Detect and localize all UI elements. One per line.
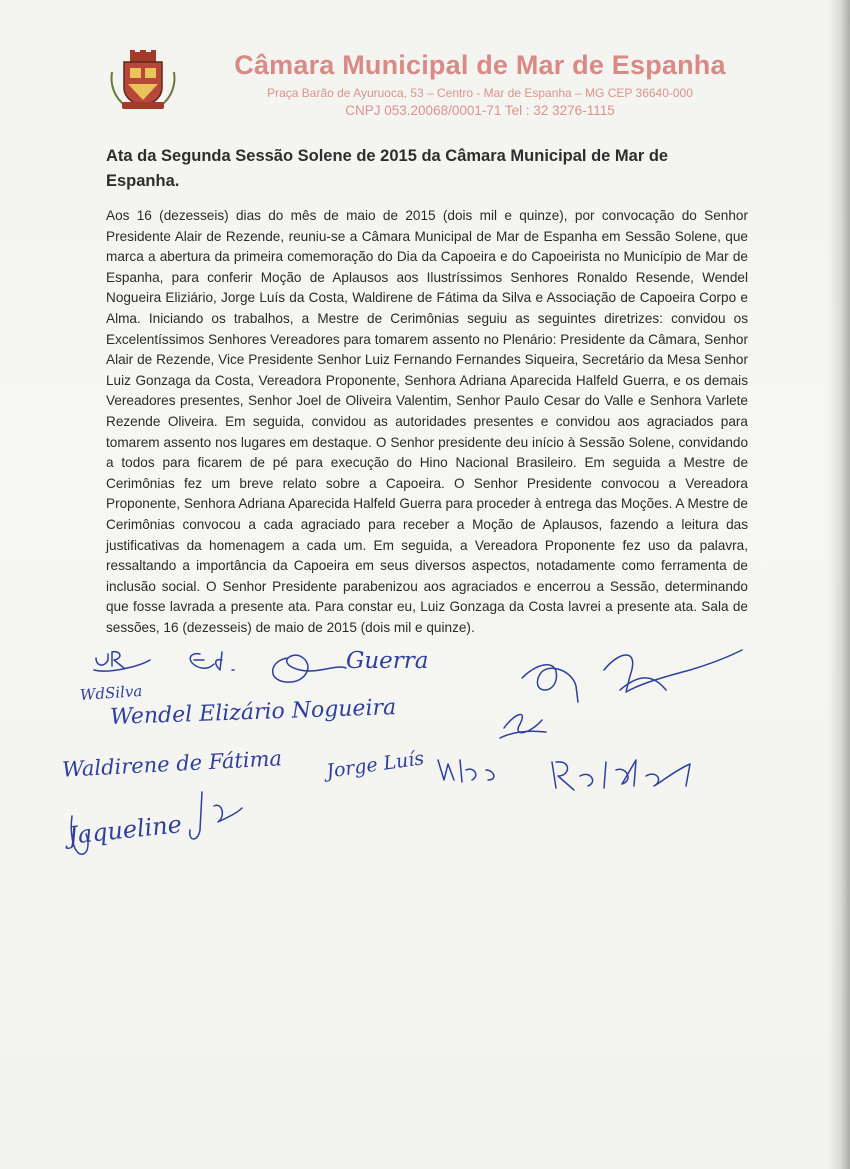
signature-jaqueline: Jaqueline: [66, 810, 184, 850]
letterhead-address: Praça Barão de Ayuruoca, 53 – Centro - Mar de Espanha – MG CEP 36640-000: [267, 86, 693, 100]
document-title: Ata da Segunda Sessão Solene de 2015 da Câmara Municipal de Mar de Espanha.: [106, 147, 669, 190]
letterhead-contact: CNPJ 053.20068/0001-71 Tel : 32 3276-1115: [345, 103, 615, 118]
document-body: Aos 16 (dezesseis) dias do mês de maio de 2015 (dois mil e quinze), por convocação do Senhor Presidente Alair de Rezende, reuniu-se a Câmara Municipal de Mar de Espanha em Sessão Solene, que marca a abertura da primeira comemoração do Dia da Capoeira e do Capoeirista no Município de Mar de Espanha, para conferir Moção de Aplausos aos Ilustríssimos Senhores Ronaldo Resende, Wendel Nogueira Eliziário, Jorge Luís da Costa, Waldirene de Fátima da Silva e Associação de Capoeira Corpo e Alma. Iniciando os trabalhos, a Mestre de Cerimônias seguiu as seguintes diretrizes: convidou os Excelentíssimos Senhores Vereadores para tomarem assento no Plenário: Presidente da Câmara, Senhor Alair de Rezende, Vice Presidente Senhor Luiz Fernando Fernandes Siqueira, Secretário da Mesa Senhor Luiz Gonzaga da Costa, Vereadora Proponente, Senhora Adriana Aparecida Halfeld Guerra, e os demais Vereadores presentes, Senhor Joel de Oliveira Valentim, Senhor Paulo Cesar do Valle e Senhora Varlete Rezende Oliveira. Em seguida, convidou as autoridades presentes e convidou aos agraciados para tomarem assento nos lugares em destaque. O Senhor presidente deu início à Sessão Solene, convidando a todos para ficarem de pé para execução do Hino Nacional Brasileiro. Em seguida a Mestre de Cerimônias fez um breve relato sobre a Capoeira. O Senhor Presidente convocou a Vereadora Proponente, Senhora Adriana Aparecida Halfeld Guerra para proceder à entrega das Moções. A Mestre de Cerimônias convocou a cada agraciado para receber a Moção de Aplausos, fazendo a leitura das justificativas da homenagem a cada um. Em seguida, a Vereadora Proponente fez uso da palavra, ressaltando a importância da Capoeira em seus diversos aspectos, notadamente como ferramenta de inclusão social. O Senhor Presidente parabenizou aos agraciados e encerrou a Sessão, determinando que fosse lavrada a presente ata. Para constar eu, Luiz Gonzaga da Costa lavrei a presente ata. Sala de sessões, 16 (dezesseis) de maio de 2015 (dois mil e quinze).: [106, 208, 748, 635]
signature-wendel: Wendel Elizário Nogueira: [109, 695, 397, 730]
page-edge-shadow: [828, 0, 850, 1169]
signature-waldirene: Waldirene de Fátima: [61, 746, 283, 782]
municipal-coat-of-arms-icon: [108, 50, 178, 112]
signature-guerra: Guerra: [346, 648, 429, 674]
signature-wdsilva: WdSilva: [79, 681, 143, 705]
letterhead-title: Câmara Municipal de Mar de Espanha: [234, 50, 726, 80]
signature-jorge: Jorge Luís: [324, 747, 426, 783]
